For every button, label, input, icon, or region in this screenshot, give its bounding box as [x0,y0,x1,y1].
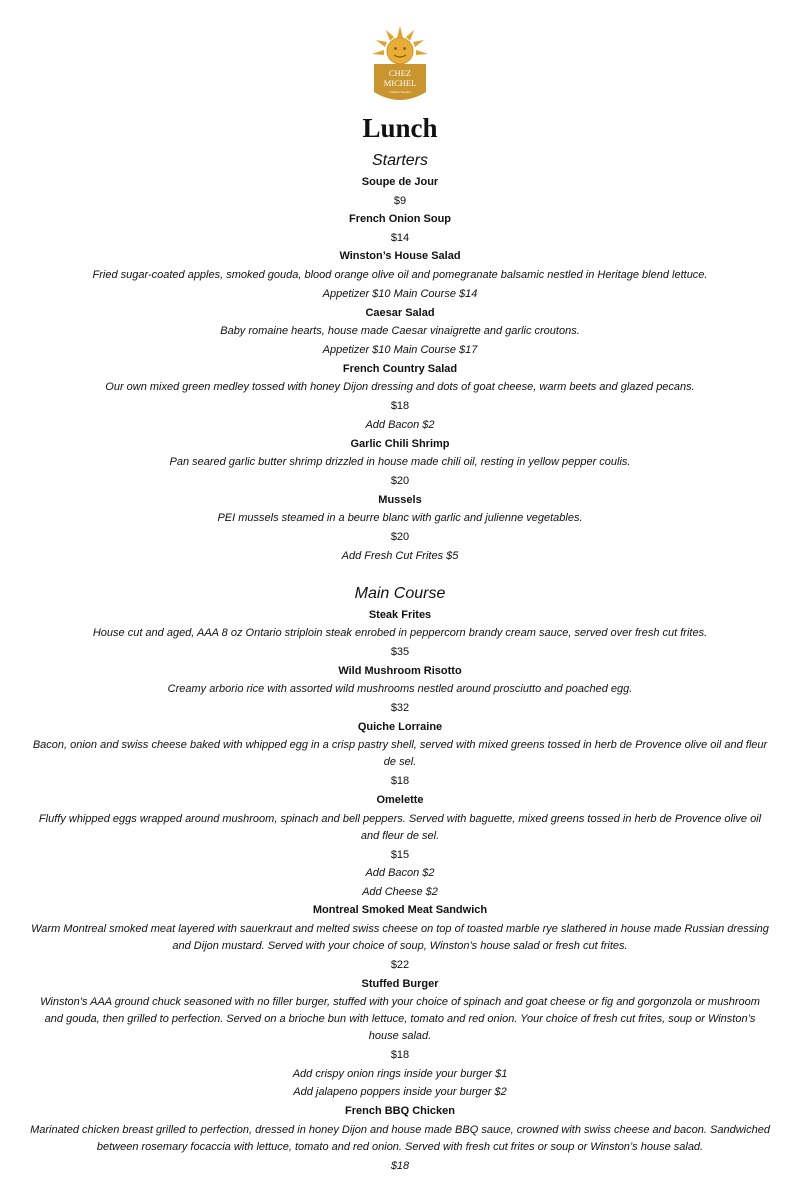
menu-item-price: $18 [390,400,410,413]
section-heading: Main Course [354,584,446,602]
menu-item-name: Soupe de Jour [361,176,439,188]
menu-item-name: French Onion Soup [348,213,452,226]
menu-item-description: Our own mixed green medley tossed with honey Dijon dressing and dots of goat cheese, warm beets and glazed pecans. [105,381,695,394]
menu-item-addon: Add Bacon $2 [365,418,435,431]
menu-item-name: French BBQ Chicken [344,1105,456,1117]
menu-item-description: Pan seared garlic butter shrimp drizzled in house made chili oil, resting in yellow pepper coulis. [169,456,631,469]
menu-item-price: $18 [390,1159,410,1172]
menu-item-price: $35 [390,646,410,659]
logo-text-cuisine: Cuisine Française [389,90,411,94]
menu-item [30,606,770,662]
menu-item-addon: Add Fresh Cut Frites $5 [341,549,459,562]
menu-item-price: $32 [390,702,410,715]
menu-item-name: Winston’s House Salad [339,250,461,263]
menu-item-description: PEI mussels steamed in a beurre blanc with garlic and julienne vegetables. [217,512,583,525]
menu-item-name: Stuffed Burger [361,977,439,990]
menu-item-description: Fried sugar-coated apples, smoked gouda, blood orange olive oil and pomegranate balsamic nestled in Heritage blend lettuce. [92,268,708,281]
menu-item-name: Steak Frites [368,608,432,621]
menu-item [30,718,770,791]
menu-item-description: Winston’s AAA ground chuck seasoned with no filler burger, stuffed with your choice of spinach and goat cheese or fig and gorgonzola or mushroom and gouda, then grilled to perfection. Served on a brioche bun with lettuce, tomato and red onion. Your choice of fresh cut frites, soup or Winston’s house salad. [40,996,760,1043]
menu-item-addon: Add Cheese $2 [362,885,438,898]
menu-item-price: Appetizer $10 Main Course $17 [322,344,478,357]
menu-body [30,150,770,1175]
menu-item-description: Marinated chicken breast grilled to perfection, dressed in honey Dijon and house made BBQ sauce, crowned with swiss cheese and bacon. Sandwiched between rosemary focaccia with lettuce, tomato and red onion. Served with fresh cut frites or soup or Winston’s house salad. [30,1123,770,1153]
menu-item-name: Caesar Salad [365,306,435,319]
menu-item [30,1102,770,1175]
menu-item-description: Warm Montreal smoked meat layered with sauerkraut and melted swiss cheese on top of toasted marble rye slathered in house made Russian dressing and Dijon mustard. Served with your choice of soup, Winston’s house salad or fresh cut frites. [31,923,769,953]
section-heading: Starters [371,152,428,169]
menu-item-name: Montreal Smoked Meat Sandwich [312,904,488,917]
menu-item-name: Garlic Chili Shrimp [350,437,450,450]
menu-title: Lunch [362,113,438,143]
menu-item-price: $18 [390,775,410,788]
menu-item-price: $20 [390,475,410,488]
menu-item [30,791,770,901]
logo-text-chez: CHEZ [388,68,412,78]
menu-item [30,247,770,303]
restaurant-logo [370,24,430,108]
menu-item-price: $22 [390,959,410,972]
logo-text-michel: MICHEL [383,78,417,88]
sun-icon [370,24,430,108]
menu-item-name: Quiche Lorraine [357,720,443,733]
menu-item-price: $9 [393,194,407,207]
menu-item [30,435,770,491]
menu-item-description: Fluffy whipped eggs wrapped around mushroom, spinach and bell peppers. Served with baguette, mixed greens tossed in herb de Provence olive oil and fleur de sel. [38,812,762,842]
menu-item [30,360,770,435]
menu-item-price: $15 [390,848,410,861]
menu-item-description: Creamy arborio rice with assorted wild mushrooms nestled around prosciutto and poached egg. [167,683,633,696]
menu-item-name: Wild Mushroom Risotto [338,664,462,677]
menu-item-description: Baby romaine hearts, house made Caesar vinaigrette and garlic croutons. [220,325,580,338]
menu-item-price: $20 [390,531,410,544]
menu-item-price: Appetizer $10 Main Course $14 [322,287,478,300]
menu-item-name: French Country Salad [342,362,458,375]
menu-item-price: $14 [390,231,410,244]
menu-item [30,304,770,360]
menu-item-addon: Add Bacon $2 [365,867,435,880]
menu-item [30,662,770,718]
menu-item-addon: Add jalapeno poppers inside your burger $2 [293,1086,507,1099]
menu-item-addon: Add crispy onion rings inside your burger $1 [292,1067,508,1080]
menu-item [30,901,770,974]
menu-item [30,173,770,210]
menu-item-name: Mussels [378,493,422,506]
menu-item [30,491,770,566]
menu-item [30,210,770,247]
menu-item [30,975,770,1102]
menu-item-description: House cut and aged, AAA 8 oz Ontario striploin steak enrobed in peppercorn brandy cream sauce, served over fresh cut frites. [92,627,708,640]
menu-item-description: Bacon, onion and swiss cheese baked with whipped egg in a crisp pastry shell, served with mixed greens tossed in herb de Provence olive oil and fleur de sel. [32,739,768,769]
menu-item-name: Omelette [376,794,424,807]
menu-item-price: $18 [390,1049,410,1062]
